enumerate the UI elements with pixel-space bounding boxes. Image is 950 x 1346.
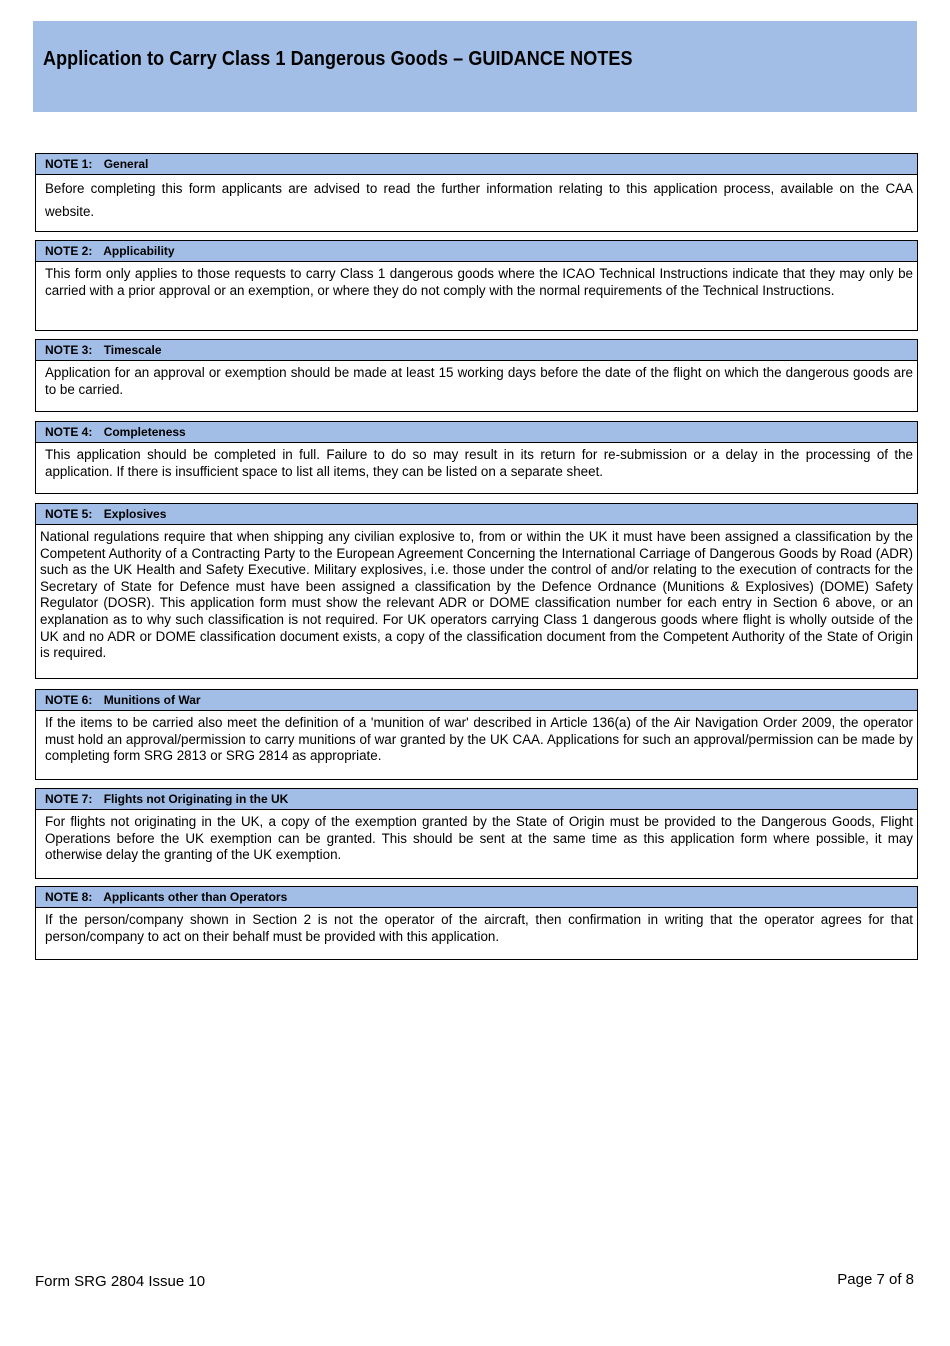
- note-6: [35, 689, 918, 780]
- note-title: Munitions of War: [103, 693, 201, 707]
- note-text: If the person/company shown in Section 2 is not the operator of the aircraft, then confirmation in writing that the operator agrees for that person/company to act on their behalf must be provided with this application.: [45, 912, 913, 944]
- note-text: For flights not originating in the UK, a copy of the exemption granted by the State of Origin must be provided to the Dangerous Goods, Flight Operations before the UK exemption can be granted. This should be sent at the same time as this application form where possible, it may otherwise delay the granting of the UK exemption.: [45, 814, 913, 863]
- note-header: [36, 504, 917, 525]
- note-3: [35, 339, 918, 412]
- note-number: NOTE 5:: [45, 507, 93, 521]
- note-text: National regulations require that when shipping any civilian explosive to, from or within the UK it must have been assigned a classification by the Competent Authority of a Contracting Party to the European Agreement Concerning the International Carriage of Dangerous Goods by Road (ADR) such as the UK Health and Safety Executive. Military explosives, i.e. those under the control of and/or relating to the execution of contracts for the Secretary of State for Defence must have been assigned a classification by the Defence Ordnance (Munitions & Explosives) (DOME) Safety Regulator (DOSR). This application form must show the relevant ADR or DOME classification number for each entry in Section 6 above, or an explanation as to why such classification is not required. For UK operators carrying Class 1 dangerous goods where flight is wholly outside of the UK and no ADR or DOME classification document exists, a copy of the classification document from the Competent Authority of the State of Origin is required.: [40, 529, 913, 661]
- note-number: NOTE 7:: [45, 792, 93, 806]
- note-title: Flights not Originating in the UK: [103, 792, 289, 806]
- note-5: [35, 503, 918, 679]
- note-1: [35, 153, 918, 232]
- note-title: Applicants other than Operators: [103, 890, 288, 904]
- form-id: Form SRG 2804 Issue 10: [35, 1273, 206, 1290]
- note-header: [36, 422, 917, 443]
- note-header: [36, 340, 917, 361]
- note-title: Completeness: [103, 425, 186, 439]
- note-number: NOTE 8:: [45, 890, 93, 904]
- note-text: This application should be completed in full. Failure to do so may result in its return for re-submission or a delay in the processing of the application. If there is insufficient space to list all items, they can be listed on a separate sheet.: [45, 447, 913, 479]
- note-number: NOTE 4:: [45, 425, 93, 439]
- note-7: [35, 788, 918, 879]
- note-header: [36, 154, 917, 175]
- note-text: This form only applies to those requests to carry Class 1 dangerous goods where the ICAO Technical Instructions indicate that they may only be carried with a prior approval or an exemption, or where they do not comply with the normal requirements of the Technical Instructions.: [45, 266, 913, 298]
- note-header: [36, 887, 917, 908]
- note-number: NOTE 6:: [45, 693, 93, 707]
- note-header: [36, 789, 917, 810]
- note-title: Explosives: [103, 507, 167, 521]
- note-number: NOTE 3:: [45, 343, 93, 357]
- note-title: Timescale: [103, 343, 162, 357]
- header-bar: [33, 21, 917, 112]
- note-number: NOTE 1:: [45, 157, 93, 171]
- note-4: [35, 421, 918, 494]
- note-text: If the items to be carried also meet the definition of a 'munition of war' described in Article 136(a) of the Air Navigation Order 2009, the operator must hold an approval/permission to carry munitions of war granted by the UK CAA. Applications for such an approval/permission can be made by completing form SRG 2813 or SRG 2814 as appropriate.: [45, 715, 913, 764]
- note-number: NOTE 2:: [45, 244, 93, 258]
- note-title: General: [103, 157, 149, 171]
- note-8: [35, 886, 918, 960]
- note-2: [35, 240, 918, 331]
- page-number: Page 7 of 8: [837, 1271, 914, 1288]
- note-title: Applicability: [103, 244, 175, 258]
- note-header: [36, 690, 917, 711]
- page-title: Application to Carry Class 1 Dangerous Goods – GUIDANCE NOTES: [43, 48, 633, 70]
- note-header: [36, 241, 917, 262]
- note-text: Application for an approval or exemption should be made at least 15 working days before the date of the flight on which the dangerous goods are to be carried.: [45, 365, 913, 397]
- note-text: Before completing this form applicants are advised to read the further information relating to this application process, available on the CAA website.: [45, 181, 913, 219]
